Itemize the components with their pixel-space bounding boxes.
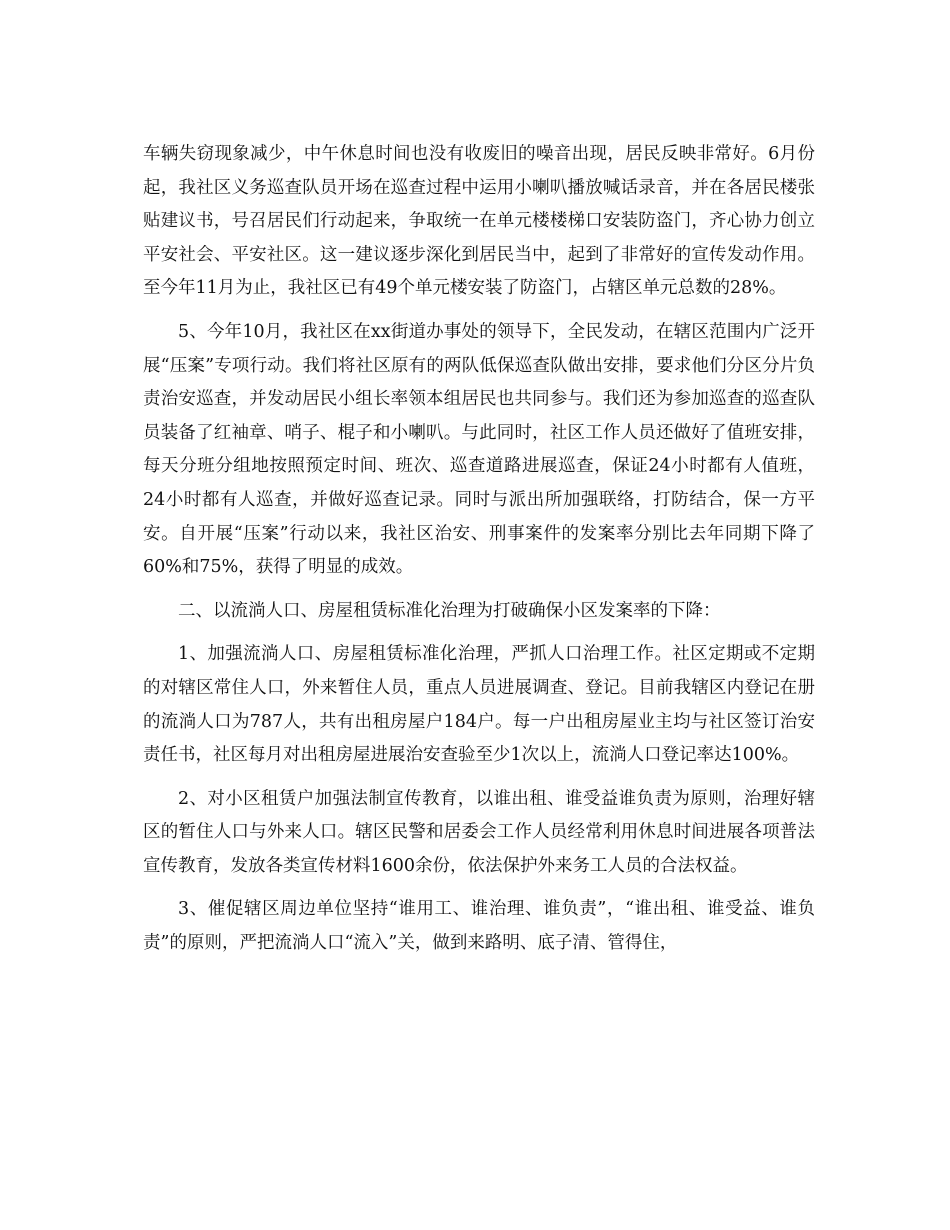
paragraph-6: 3、催促辖区周边单位坚持“谁用工、谁治理、谁负责”，“谁出租、谁受益、谁负责”的原则，严把流淌人口“流入”关，做到来路明、底子清、管得住， <box>143 899 815 954</box>
paragraph-2: 5、今年10月，我社区在xx街道办事处的领导下，全民发动，在辖区范围内广泛开展“压案”专项行动。我们将社区原有的两队低保巡查队做出安排，要求他们分区分片负责治安巡查，并发动居民小组长率领本组居民也共同参与。我们还为参加巡查的巡查队员装备了红袖章、哨子、棍子和小喇叭。与此同时，社区工作人员还做好了值班安排，每天分班分组地按照预定时间、班次、巡查道路进展巡查，保证24小时都有人值班，24小时都有人巡查，并做好巡查记录。同时与派出所加强联络，打防结合，保一方平安。自开展“压案”行动以来，我社区治安、刑事案件的发案率分别比去年同期下降了60%和75%，获得了明显的成效。 <box>143 321 815 578</box>
paragraph-3: 二、以流淌人口、房屋租赁标准化治理为打破确保小区发案率的下降： <box>178 600 721 621</box>
paragraph-4: 1、加强流淌人口、房屋租赁标准化治理，严抓人口治理工作。社区定期或不定期的对辖区常住人口，外来暂住人员，重点人员进展调查、登记。目前我辖区内登记在册的流淌人口为787人，共有出租房屋户184户。每一户出租房屋业主均与社区签订治安责任书，社区每月对出租房屋进展治安查验至少1次以上，流淌人口登记率达100%。 <box>143 644 815 766</box>
paragraph-5: 2、对小区租赁户加强法制宣传教育，以谁出租、谁受益谁负责为原则，治理好辖区的暂住人口与外来人口。辖区民警和居委会工作人员经常利用休息时间进展各项普法宣传教育，发放各类宣传材料1600余份，依法保护外来务工人员的合法权益。 <box>143 788 815 876</box>
paragraph-1: 车辆失窃现象减少，中午休息时间也没有收废旧的噪音出现，居民反映非常好。6月份起，我社区义务巡查队员开场在巡查过程中运用小喇叭播放喊话录音，并在各居民楼张贴建议书，号召居民们行动起来，争取统一在单元楼楼梯口安装防盗门，齐心协力创立平安社会、平安社区。这一建议逐步深化到居民当中，起到了非常好的宣传发动作用。至今年11月为止，我社区已有49个单元楼安装了防盗门，占辖区单元总数的28%。 <box>143 144 815 299</box>
document-body <box>143 138 815 961</box>
